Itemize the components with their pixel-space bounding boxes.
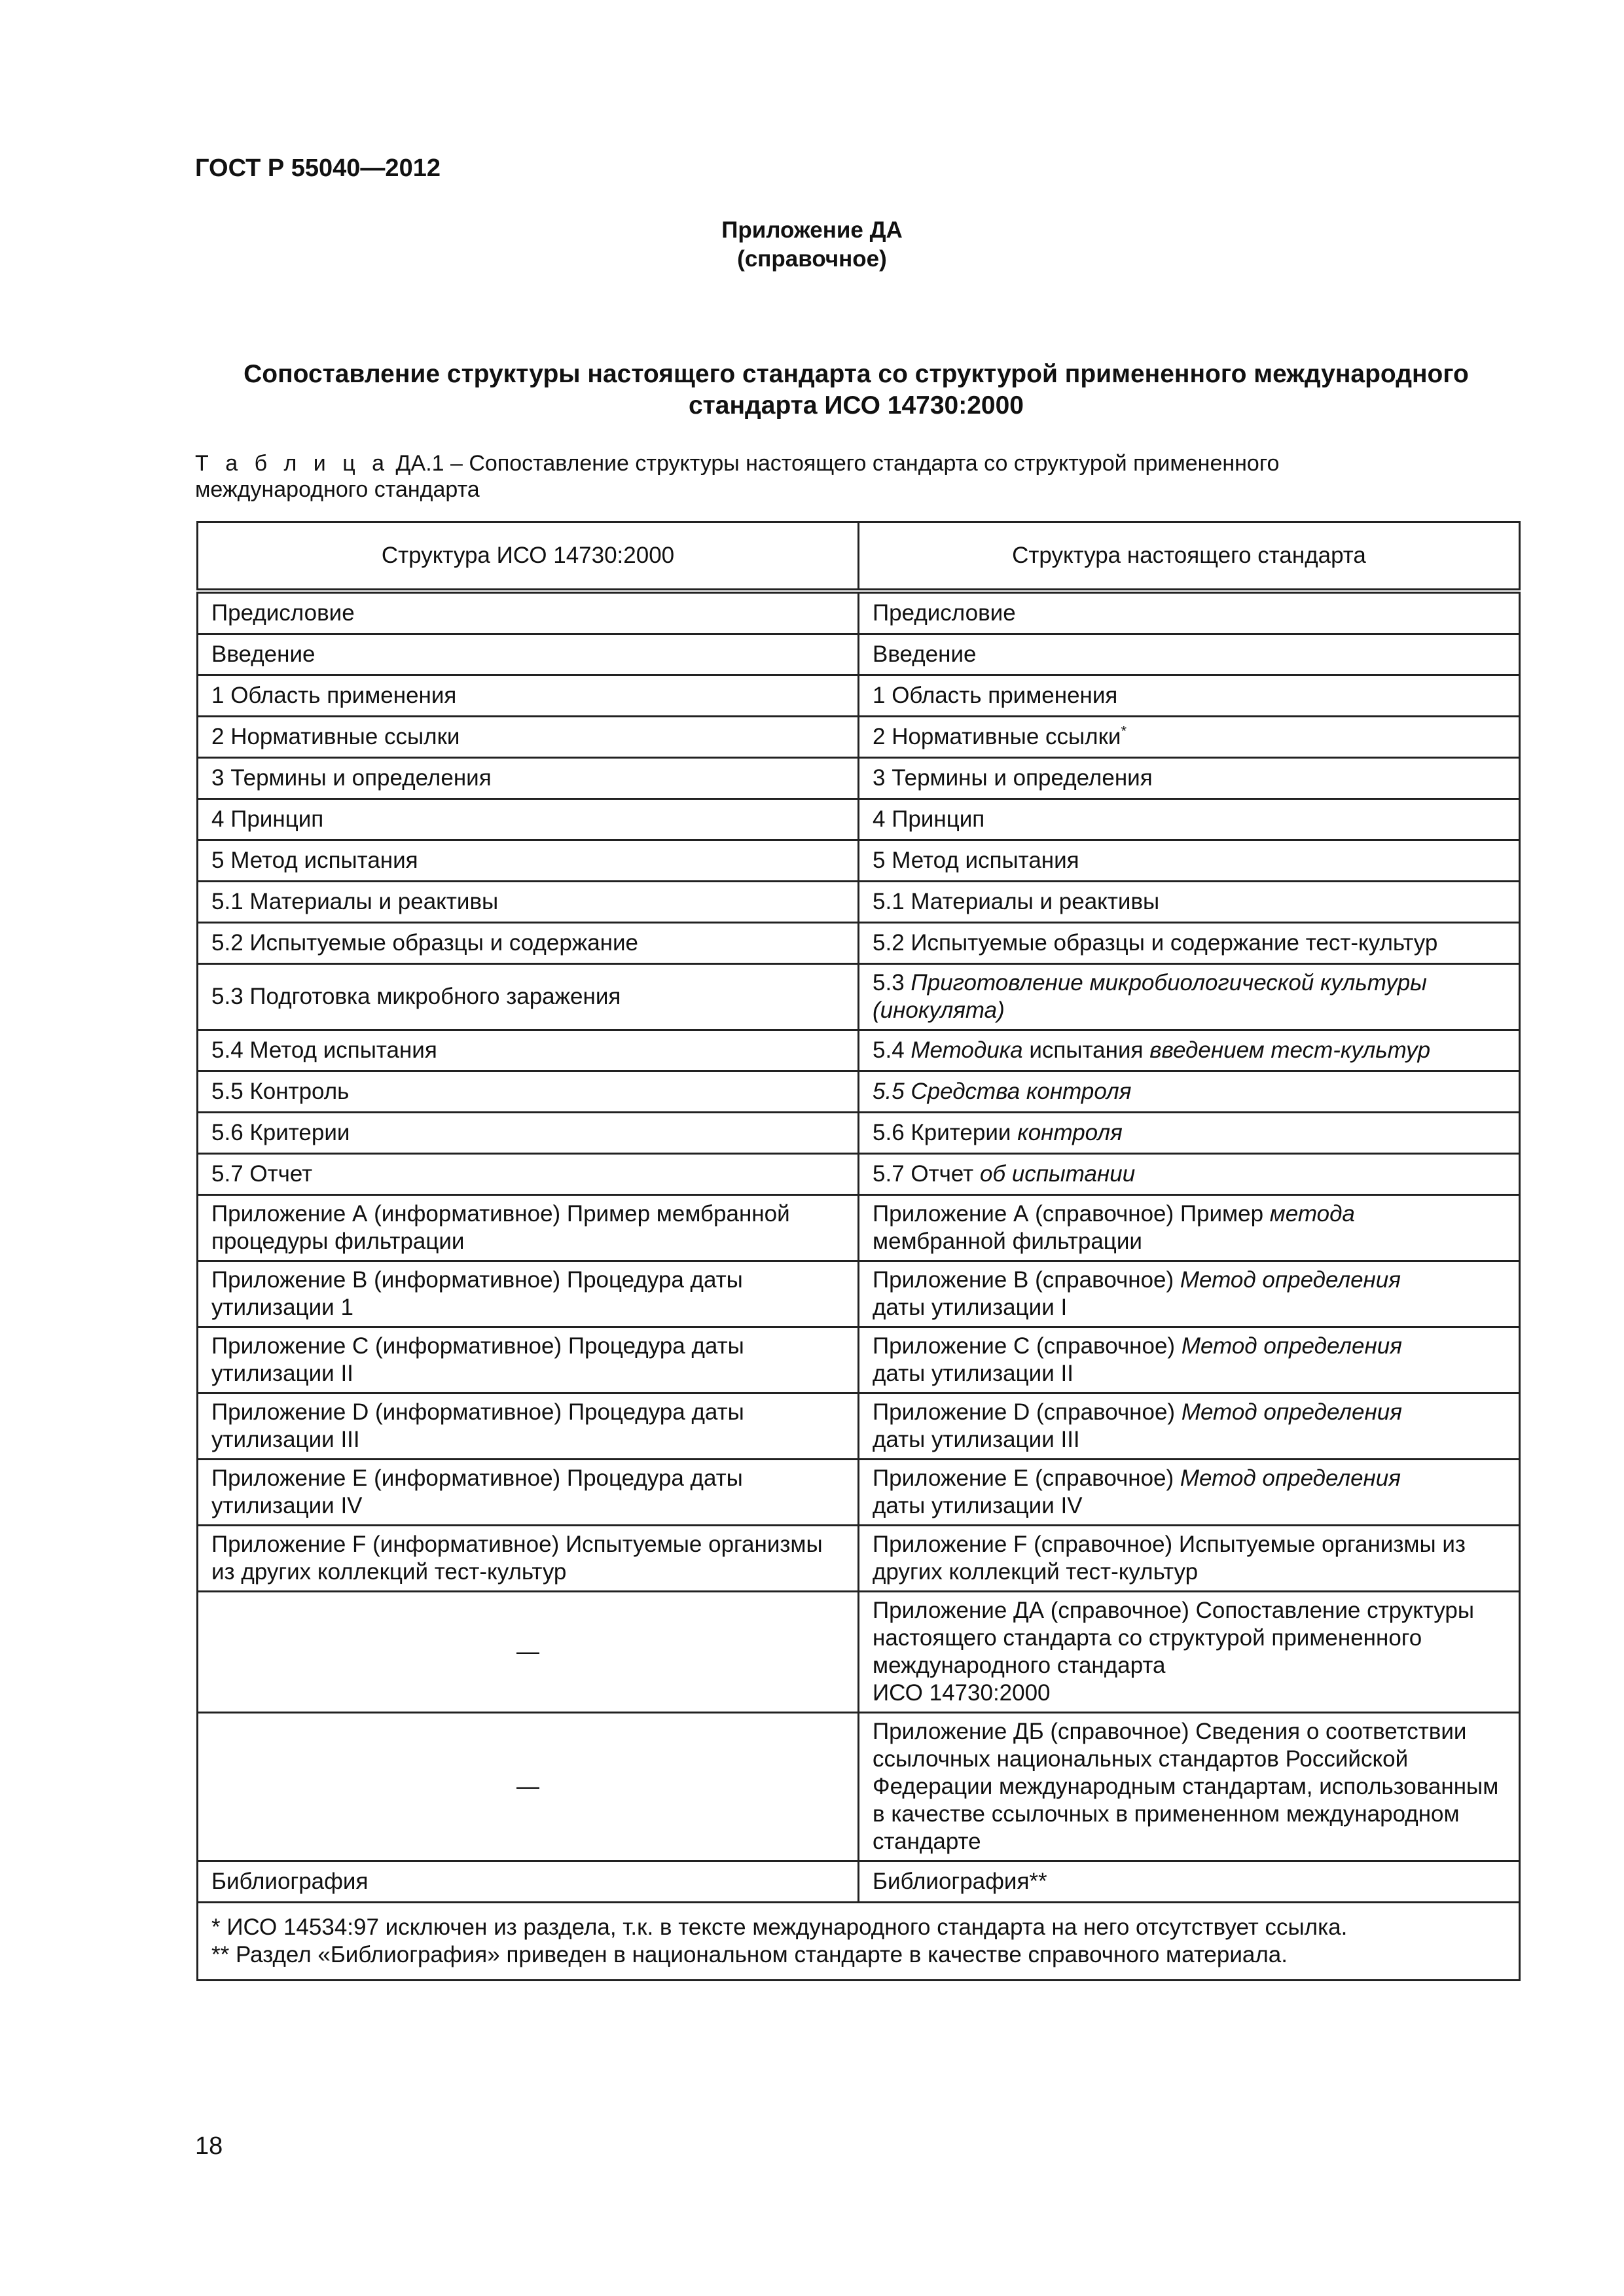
document-title-line1: Сопоставление структуры настоящего стандарта со структурой примененного международного — [244, 360, 1469, 388]
table-row — [198, 882, 1520, 923]
iso-cell: 5.1 Материалы и реактивы — [198, 882, 859, 923]
national-text-italic: об испытании — [979, 1161, 1136, 1187]
national-text: 5.7 Отчет — [873, 1161, 980, 1187]
national-cell: 3 Термины и определения — [859, 758, 1520, 799]
national-cell: Приложение F (справочное) Испытуемые организмы из других коллекций тест-культур — [859, 1526, 1520, 1592]
iso-cell: 5.7 Отчет — [198, 1154, 859, 1195]
table-row — [198, 799, 1520, 840]
national-cell: Предисловие — [859, 591, 1520, 634]
national-text-italic: Методика — [911, 1037, 1023, 1063]
national-text: Приложение ДА (справочное) Сопоставление структуры настоящего стандарта со структурой примененного международного стандарта — [873, 1598, 1475, 1678]
national-cell — [859, 1460, 1520, 1526]
table-row — [198, 1327, 1520, 1393]
national-text-italic: контроля — [1017, 1120, 1123, 1145]
national-cell: 5.2 Испытуемые образцы и содержание тест-культур — [859, 923, 1520, 964]
table-row — [198, 1071, 1520, 1113]
table-row — [198, 1861, 1520, 1903]
table-row — [198, 1113, 1520, 1154]
table-row — [198, 1154, 1520, 1195]
header-national-structure: Структура настоящего стандарта — [859, 522, 1520, 592]
table-row — [198, 1592, 1520, 1713]
table-row — [198, 923, 1520, 964]
national-cell: 5 Метод испытания — [859, 840, 1520, 882]
national-cell: 4 Принцип — [859, 799, 1520, 840]
iso-cell-empty: — — [198, 1592, 859, 1713]
appendix-heading — [0, 216, 1624, 274]
table-row — [198, 717, 1520, 758]
appendix-title: Приложение ДА — [721, 217, 903, 243]
national-text: Приложение С (справочное) — [873, 1333, 1182, 1359]
national-text: Приложение В (справочное) — [873, 1267, 1180, 1293]
iso-cell: Библиография — [198, 1861, 859, 1903]
national-text-italic: Метод определения — [1180, 1267, 1401, 1293]
standard-id: ГОСТ Р 55040—2012 — [195, 154, 441, 182]
iso-cell: 2 Нормативные ссылки — [198, 717, 859, 758]
table-row — [198, 1261, 1520, 1327]
national-cell — [859, 1393, 1520, 1460]
appendix-type: (справочное) — [737, 246, 887, 272]
national-text: ИСО 14730:2000 — [873, 1680, 1051, 1706]
iso-cell: 5.4 Метод испытания — [198, 1030, 859, 1071]
table-row — [198, 1526, 1520, 1592]
national-text: Приложение А (справочное) Пример — [873, 1201, 1270, 1227]
header-iso-structure: Структура ИСО 14730:2000 — [198, 522, 859, 592]
comparison-table — [196, 521, 1521, 1981]
national-cell: Приложение ДБ (справочное) Сведения о соответствии ссылочных национальных стандартов Российской Федерации международным стандартам, использованным в качестве ссылочных в примененном международном стандарте — [859, 1713, 1520, 1861]
footnote: * ИСО 14534:97 исключен из раздела, т.к. в тексте международного стандарта на него отсутствует ссылка. — [211, 1914, 1348, 1940]
national-cell: Введение — [859, 634, 1520, 675]
table-row — [198, 840, 1520, 882]
table-caption-line1: ДА.1 – Сопоставление структуры настоящего стандарта со структурой примененного — [389, 451, 1280, 476]
table-row — [198, 634, 1520, 675]
table-row — [198, 675, 1520, 717]
page-number: 18 — [195, 2132, 223, 2160]
iso-cell-empty: — — [198, 1713, 859, 1861]
footnote: ** Раздел «Библиография» приведен в национальном стандарте в качестве справочного материала. — [211, 1942, 1288, 1967]
iso-cell: 5.2 Испытуемые образцы и содержание — [198, 923, 859, 964]
iso-cell: Введение — [198, 634, 859, 675]
national-cell — [859, 964, 1520, 1030]
national-cell — [859, 1195, 1520, 1261]
iso-cell: Приложение F (информативное) Испытуемые организмы из других коллекций тест-культур — [198, 1526, 859, 1592]
table-row — [198, 1393, 1520, 1460]
national-text-italic: метода — [1269, 1201, 1355, 1227]
national-text: 2 Нормативные ссылки — [873, 724, 1121, 749]
document-title — [195, 359, 1517, 422]
national-text: 5.3 — [873, 970, 911, 996]
national-cell — [859, 717, 1520, 758]
national-text: Приложение Е (справочное) — [873, 1465, 1180, 1491]
iso-cell: 5 Метод испытания — [198, 840, 859, 882]
national-text-italic: 5.5 Средства контроля — [873, 1079, 1132, 1104]
national-text-italic: (инокулята) — [873, 997, 1005, 1023]
table-row — [198, 1713, 1520, 1861]
national-cell — [859, 1030, 1520, 1071]
table-caption-line2: международного стандарта — [195, 477, 480, 502]
national-cell — [859, 1327, 1520, 1393]
table-caption-label: Т а б л и ц а — [195, 451, 390, 476]
footnote-mark: * — [1121, 723, 1127, 740]
iso-cell: Приложение С (информативное) Процедура даты утилизации II — [198, 1327, 859, 1393]
national-text-italic: введением тест-культур — [1149, 1037, 1431, 1063]
table-footnotes-row — [198, 1903, 1520, 1981]
document-title-line2: стандарта ИСО 14730:2000 — [688, 391, 1024, 420]
national-text: даты утилизации IV — [873, 1493, 1083, 1518]
iso-cell: 5.6 Критерии — [198, 1113, 859, 1154]
national-text: 5.6 Критерии — [873, 1120, 1018, 1145]
national-text: даты утилизации III — [873, 1427, 1080, 1452]
table-row — [198, 758, 1520, 799]
national-text: испытания — [1022, 1037, 1150, 1063]
iso-cell: 4 Принцип — [198, 799, 859, 840]
iso-cell: Предисловие — [198, 591, 859, 634]
national-text-italic: Метод определения — [1180, 1465, 1401, 1491]
national-cell: 5.1 Материалы и реактивы — [859, 882, 1520, 923]
iso-cell: Приложение А (информативное) Пример мембранной процедуры фильтрации — [198, 1195, 859, 1261]
national-text: 5.4 — [873, 1037, 911, 1063]
national-text: мембранной фильтрации — [873, 1229, 1142, 1254]
table-row — [198, 1195, 1520, 1261]
national-text-italic: Приготовление микробиологической культуры — [911, 970, 1427, 996]
national-text-italic: Метод определения — [1181, 1333, 1402, 1359]
national-cell — [859, 1071, 1520, 1113]
national-cell: Библиография** — [859, 1861, 1520, 1903]
national-text: Приложение D (справочное) — [873, 1399, 1182, 1425]
table-header-row — [198, 522, 1520, 592]
iso-cell: Приложение Е (информативное) Процедура даты утилизации IV — [198, 1460, 859, 1526]
table-row — [198, 964, 1520, 1030]
national-text: даты утилизации II — [873, 1361, 1074, 1386]
national-cell — [859, 1154, 1520, 1195]
iso-cell: 1 Область применения — [198, 675, 859, 717]
national-cell: 1 Область применения — [859, 675, 1520, 717]
national-text: даты утилизации I — [873, 1295, 1068, 1320]
national-cell — [859, 1113, 1520, 1154]
table-row — [198, 1460, 1520, 1526]
table-caption — [195, 450, 1517, 503]
iso-cell: 3 Термины и определения — [198, 758, 859, 799]
iso-cell: Приложение В (информативное) Процедура даты утилизации 1 — [198, 1261, 859, 1327]
table-footnotes — [198, 1903, 1520, 1981]
iso-cell: 5.3 Подготовка микробного заражения — [198, 964, 859, 1030]
national-cell — [859, 1592, 1520, 1713]
table-row — [198, 591, 1520, 634]
iso-cell: 5.5 Контроль — [198, 1071, 859, 1113]
national-cell — [859, 1261, 1520, 1327]
table-row — [198, 1030, 1520, 1071]
iso-cell: Приложение D (информативное) Процедура даты утилизации III — [198, 1393, 859, 1460]
national-text-italic: Метод определения — [1181, 1399, 1402, 1425]
